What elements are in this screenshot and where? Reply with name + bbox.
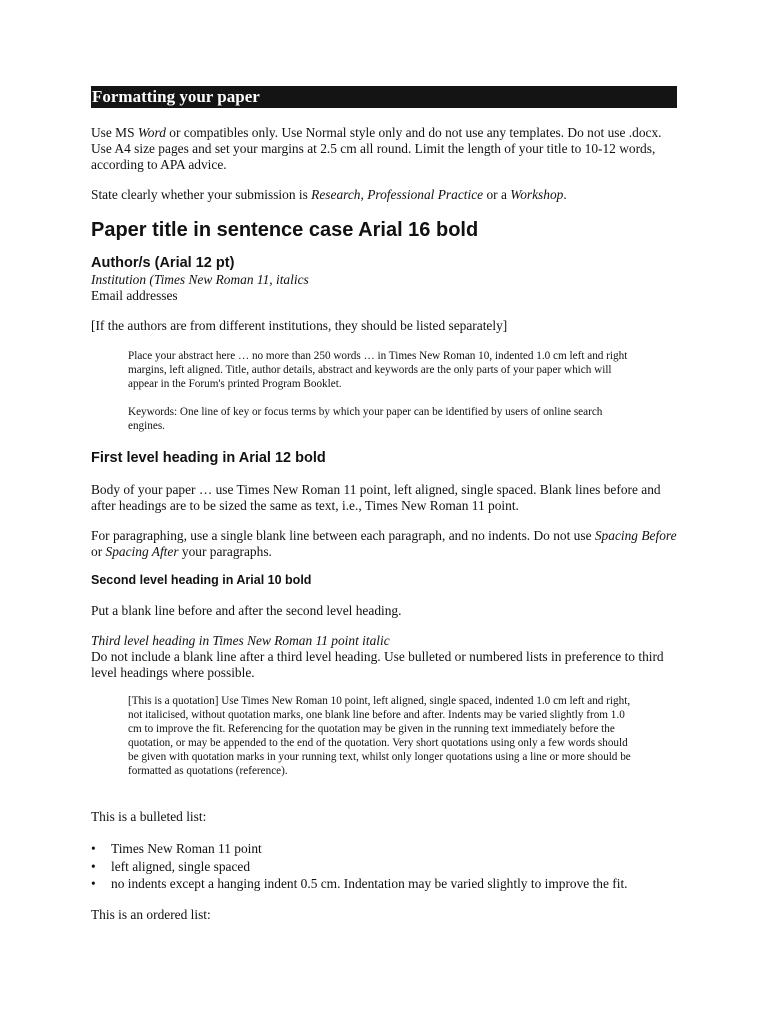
section-heading-bar: Formatting your paper — [91, 86, 677, 108]
third-level-heading: Third level heading in Times New Roman 11 point italic — [91, 633, 390, 648]
bulleted-list — [91, 840, 691, 893]
paragraphing-rule: For paragraphing, use a single blank line between each paragraph, and no indents. Do not use Spacing Before or Spacing After your paragraphs. — [91, 528, 677, 559]
first-level-heading: First level heading in Arial 12 bold — [91, 450, 326, 466]
second-level-heading: Second level heading in Arial 10 bold — [91, 573, 312, 587]
paper-title: Paper title in sentence case Arial 16 bold — [91, 219, 479, 241]
first-level-body: Body of your paper … use Times New Roman 11 point, left aligned, single spaced. Blank lines before and after headings are to be sized the same as text, i.e., Times New Roman 11 point. — [91, 482, 661, 513]
institution-line: Institution (Times New Roman 11, italics — [91, 272, 309, 287]
list-item: • Times New Roman 11 point — [91, 841, 262, 856]
bullet-icon: • — [91, 841, 96, 856]
bulleted-list-intro: This is a bulleted list: — [91, 809, 207, 824]
bullet-icon: • — [91, 876, 96, 891]
list-item: • left aligned, single spaced — [91, 858, 251, 874]
list-item: • no indents except a hanging indent 0.5 cm. Indentation may be varied slightly to improve the fit. — [91, 876, 628, 891]
authors-note: [If the authors are from different institutions, they should be listed separately] — [91, 318, 508, 333]
abstract-text: Place your abstract here … no more than 250 words … in Times New Roman 10, indented 1.0 cm left and right margins, left aligned. Title, author details, abstract and keywords are the only parts of your paper which will appear in the Forum's printed Program Booklet. — [128, 350, 628, 391]
second-level-body: Put a blank line before and after the second level heading. — [91, 603, 402, 618]
bullet-icon: • — [91, 858, 96, 874]
quotation-block: [This is a quotation] Use Times New Roman 10 point, left aligned, single spaced, indented 1.0 cm left and right, not italicised, without quotation marks, one blank line before and after. Indents may be varied slightly from 1.0 cm to improve the fit. Referencing for the quotation may be given in the running text immediately before the quotation, or may be appended to the end of the quotation. Very short quotations using only a few words should be given with quotation marks in your running text, whilst only longer quotations using a line or more should be formatted as quotations (reference). — [128, 695, 631, 777]
authors-heading: Author/s (Arial 12 pt) — [91, 255, 235, 271]
ordered-list-intro: This is an ordered list: — [91, 907, 211, 922]
intro-paragraph-2: State clearly whether your submission is Research, Professional Practice or a Workshop. — [91, 187, 567, 202]
keywords-text: Keywords: One line of key or focus terms by which your paper can be identified by users of online search engines. — [128, 406, 603, 433]
intro-paragraph-1: Use MS Word or compatibles only. Use Normal style only and do not use any templates. Do not use .docx. Use A4 size pages and set your margins at 2.5 cm all round. Limit the length of your title to 10-12 words, according to APA advice. — [91, 125, 662, 172]
email-line: Email addresses — [91, 288, 178, 303]
third-level-body: Do not include a blank line after a third level heading. Use bulleted or numbered lists in preference to third level headings where possible. — [91, 649, 664, 680]
